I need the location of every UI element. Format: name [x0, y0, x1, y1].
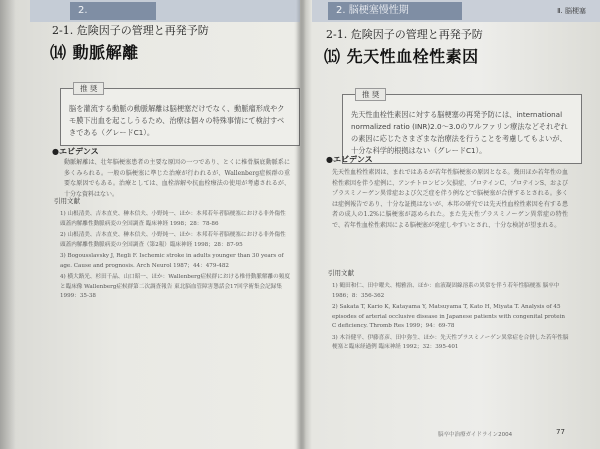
right-header-band	[312, 0, 600, 22]
left-evidence-heading: ●エビデンス	[52, 147, 99, 156]
right-section-tab: 2. 脳梗塞慢性期	[328, 2, 462, 20]
reference-item: 1) 鶴田和仁、田中曜夫、楊雅治、ほか：血液凝固線溶系の異常を伴う若年性脳梗塞 脳卒中 1986；8：356-362	[332, 283, 560, 299]
left-references-list	[60, 210, 290, 304]
right-references-list	[332, 282, 570, 355]
reference-item: 2) 山根清美、吉本直史、榊本信夫、小野純一、ほか：本邦若年者脳梗塞における非外傷性頭蓋内解離性動脈病変の全国調査（第2報）臨床神経 1998；28：87-95	[60, 232, 286, 248]
right-page	[302, 0, 600, 449]
left-subtitle: 2-1. 危険因子の管理と再発予防	[52, 24, 209, 37]
reference-item: 3) 木谷健平、伊藤喜彦、田中弥生、ほか：先天性プラスミノーゲン異常症を合併した若年性脳梗塞と臨床経過例 臨床神経 1992；32：395-401	[332, 334, 569, 350]
right-subtitle: 2-1. 危険因子の管理と再発予防	[326, 28, 483, 41]
right-recommendation-box	[342, 90, 582, 164]
left-page-title: ⒁ 動脈解離	[50, 43, 139, 62]
left-section-tab: 2.	[70, 2, 156, 20]
right-evidence-text: 先天性血栓性素因は、まれではあるが若年性脳梗塞の原因となる。幾田ほか若年性の血栓性素因を伴う症例に、アンチトロンビン欠損症、プロテインC、プロテインS、およびプラスミノーゲン異常症および欠乏症を伴う例などで脳梗塞が合併するとされる。多くは症例報告であり、十分な証拠はないが、本邦の研究では先天性血栓性素因を有する患者の成人の1.2%に脳梗塞が認められた。また先天性プラスミノーゲン異常症の特性で、若年性血栓性素因による脳梗塞が発症しやすいとされ、十分な検討が望まれる。	[332, 169, 568, 229]
page-number: 77	[556, 428, 565, 436]
left-recommendation-label: 推 奨	[73, 82, 104, 95]
reference-item: 3) Bogousslavsky J, Regli F. Ischemic stroke in adults younger than 30 years of age. Cause and prognosis. Arch Neurol 1987；44：479-482	[60, 253, 284, 269]
left-recommendation-text: 脳を灌流する動脈の動脈解離は脳梗塞だけでなく、動脈瘤形成やクモ膜下出血を起こしうるため、治療は個々の特殊事情にて検討すべきである（グレードC1）。	[69, 104, 285, 137]
right-header-label: Ⅱ. 脳梗塞	[557, 7, 586, 15]
left-header-band	[30, 0, 300, 22]
reference-item: 2) Sakata T, Kario K, Katayama Y, Matsuyama T, Kato H, Miyata T. Analysis of 45 episodes of arterial occlusive disease in Japanese patients with congenital protein C deficiency. Thromb Res 1999；94：69-78	[332, 304, 565, 329]
reference-item: 4) 横大路光、杉田千晶、山口昭一、ほか：Wallenberg症候群における椎骨動脈解離の頻度と臨床像 Wallenberg症候群第二次調査報告 東北脳血管障害懇話会17回学術集会記録集 1999：35-38	[60, 274, 290, 299]
left-evidence-text: 動脈解離は、壮年脳梗塞患者の主要な原因の一つであり、とくに椎骨脳底動脈系に多くみられる。一般の脳梗塞に準じた治療が行われるが、Wallenberg症候群の重要な原因でもある。治療としては、血栓溶解や抗血栓療法の使用が考慮されるが、十分な資料はない。	[64, 159, 290, 198]
left-references-heading: 引用文献	[54, 197, 80, 205]
reference-item: 1) 山根清美、吉本直史、榊本信夫、小野純一、ほか：本邦若年者脳梗塞における非外傷性頭蓋内解離性動脈病変の全国調査 臨床神経 1998；28：78-86	[60, 211, 286, 227]
right-recommendation-text: 先天性血栓性素因に対する脳梗塞の再発予防には、international normalized ratio (INR)2.0～3.0のワルファリン療法などそれぞれの素因に応じたさまざまな治療法を行うことを考慮してもよいが、十分な科学的根拠はない（グレードC1）。	[351, 110, 568, 155]
page-footer: 脳卒中治療ガイドライン2004	[438, 432, 513, 438]
right-evidence-heading: ●エビデンス	[326, 155, 373, 164]
left-recommendation-box	[60, 84, 300, 146]
right-recommendation-label: 推 奨	[355, 88, 386, 101]
right-references-heading: 引用文献	[328, 269, 354, 277]
right-page-title: ⒂ 先天性血栓性素因	[324, 47, 479, 66]
